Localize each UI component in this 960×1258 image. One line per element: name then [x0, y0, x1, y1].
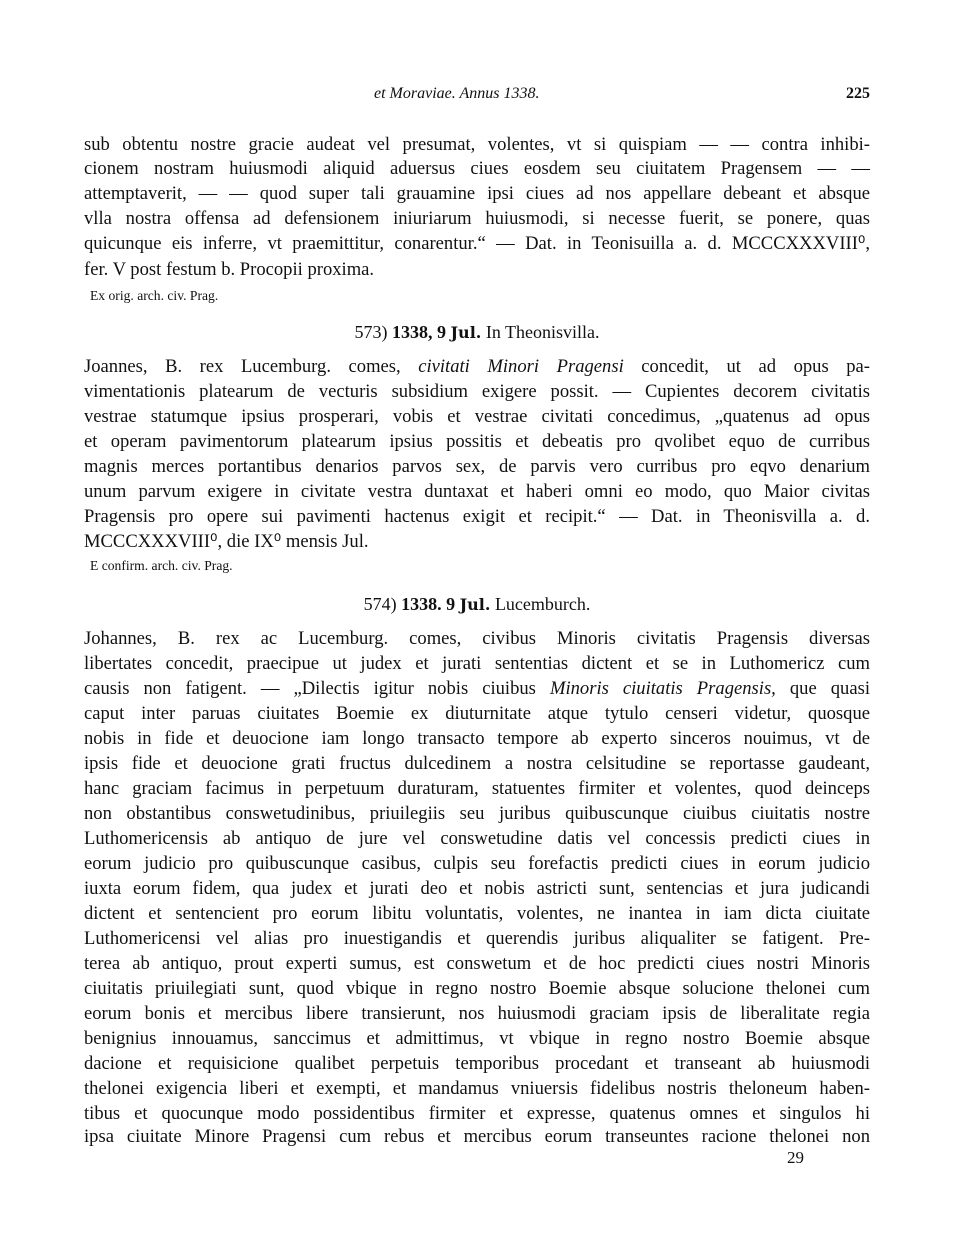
text-line: magnis merces portantibus denarios parvos sex, de parvis vero curribus pro eqvo denarium: [84, 456, 870, 477]
text-run: concedit, ut ad opus pa-: [641, 356, 870, 377]
text-line: ipsa ciuitate Minore Pragensi cum rebus et mercibus eorum transeuntes racione thelonei non: [84, 1126, 870, 1147]
text-line: terea ab antiquo, prout experti sumus, est conswetum et de hoc predicti ciues nostri Minoris: [84, 953, 870, 974]
page-number: 225: [846, 85, 870, 102]
entry-month: Jul.: [459, 595, 491, 614]
text-line: dacione et requisicione qualibet perpetuis temporibus procedant et transeant ab huiusmodi: [84, 1053, 870, 1074]
text-line: quicunque eis inferre, vt praemittitur, conarentur.“ — Dat. in Teonisuilla a. d. MCCCXXXVIII⁰,: [84, 233, 870, 254]
text-line: sub obtentu nostre gracie audeat vel presumat, volentes, vt si quispiam — — contra inhibi-: [84, 134, 870, 155]
text-line: caput inter paruas ciuitates Boemie ex diuturnitate atque tytulo censeri videtur, quosque: [84, 703, 870, 724]
text-line: fer. V post festum b. Procopii proxima.: [84, 259, 375, 280]
signature-mark: 29: [787, 1148, 804, 1167]
source-note: Ex orig. arch. civ. Prag.: [90, 288, 219, 303]
text-line: Johannes, B. rex ac Lucemburg. comes, civibus Minoris civitatis Pragensis diversas: [84, 628, 870, 649]
text-line: vlla nostra offensa ad defensionem iniuriarum huiusmodi, si necesse fuerit, se ponere, quas: [84, 208, 870, 229]
text-line: libertates concedit, praecipue ut judex et jurati sententias dictent et se in Luthomericz cum: [84, 653, 870, 674]
text-line: hanc graciam facimus in perpetuum duraturam, statuentes firmiter et volentes, quod deinceps: [84, 778, 870, 799]
text-line: tibus et quocunque modo possidentibus firmiter et expresse, quatenus omnes et singulos hi: [84, 1103, 870, 1124]
entry-574-heading: [84, 592, 870, 617]
text-line: unum parvum exigere in civitate vestra duntaxat et haberi omni eo modo, quo Maior civitas: [84, 481, 870, 502]
text-line: Luthomericensis ab antiquo de jure vel conswetudine datis vel concessis predicti ciues in: [84, 828, 870, 849]
text-line: eorum bonis et mercibus libere transierunt, nos huiusmodi graciam ipsis de liberalitate regia: [84, 1003, 870, 1024]
entry-place: In Theonisvilla.: [485, 322, 600, 342]
text-line: ciuitatis priuilegiati sunt, quod vbique in regno nostro Boemie absque solucione thelonei cum: [84, 978, 870, 999]
text-line: et operam pavimentorum platearum ipsius possitis et debeatis pro qvolibet equo de curribus: [84, 431, 870, 452]
page-header: [84, 85, 870, 109]
text-line: attemptaverit, — — quod super tali grauamine ipsi ciues ad nos appellare debeant et absque: [84, 183, 870, 204]
text-run: causis non fatigent. — „Dilectis igitur nobis ciuibus: [84, 678, 536, 699]
text-line: iuxta eorum fidem, qua judex et jurati deo et nobis astricti sunt, sentencias et jura judicandi: [84, 878, 870, 899]
text-line: vimentationis platearum de vecturis subsidium exigere possit. — Cupientes decorem civitatis: [84, 381, 870, 402]
text-line: cionem nostram huiusmodi aliquid aduersus ciues eosdem seu ciuitatem Pragensem — —: [84, 158, 870, 179]
text-line: [84, 677, 870, 703]
entry-date: 1338. 9: [401, 594, 456, 614]
entry-number: 574): [363, 594, 397, 614]
document-page: [84, 0, 870, 1258]
text-line: vestrae statumque ipsius prosperari, vobis et vestrae civitati concedimus, „quatenus ad opus: [84, 406, 870, 427]
text-line: nobis in fide et deuocione iam longo transacto tempore ab experto sinceros nouimus, vt de: [84, 728, 870, 749]
entry-number: 573): [354, 322, 388, 342]
text-run: Joannes, B. rex Lucemburg. comes,: [84, 356, 401, 377]
italic-run: civitati Minori Pragensi: [418, 356, 624, 377]
text-line: thelonei exigencia liberi et exempti, et mandamus vniuersis fidelibus nostris theloneum haben-: [84, 1078, 870, 1099]
text-line: MCCCXXXVIII⁰, die IX⁰ mensis Jul.: [84, 531, 369, 552]
entry-month: Jul.: [450, 323, 482, 342]
source-note: E confirm. arch. civ. Prag.: [90, 558, 233, 573]
entry-place: Lucemburch.: [494, 594, 591, 614]
text-run: que quasi: [789, 678, 870, 699]
entry-date: 1338, 9: [391, 322, 446, 342]
text-line: [84, 355, 870, 381]
text-line: ipsis fide et deuocione grati fructus dulcedinem a nostra celsitudine se reportasse gaudeant,: [84, 753, 870, 774]
text-line: non obstantibus conswetudinibus, priuilegiis seu juribus quibuscunque ciuibus ciuitatis nostre: [84, 803, 870, 824]
text-line: Luthomericensi vel alias pro inuestigandis et querendis juribus aliqualiter se fatigent. Pre-: [84, 928, 870, 949]
text-line: eorum judicio pro quibuscunque casibus, culpis seu forefactis predicti ciues in eorum judicio: [84, 853, 870, 874]
running-title: et Moraviae. Annus 1338.: [374, 85, 540, 102]
text-line: dictent et sentencient pro eorum libitu voluntatis, volentes, ne inantea in iam dicta ciuitate: [84, 903, 870, 924]
italic-run: Minoris ciuitatis Pragensis,: [549, 678, 776, 699]
entry-573-heading: [84, 320, 870, 345]
text-line: benignius innouamus, sanccimus et admittimus, vt vbique in regno nostro Boemie absque: [84, 1028, 870, 1049]
text-line: Pragensis pro opere sui pavimenti hactenus exigit et recipit.“ — Dat. in Theonisvilla a. d.: [84, 506, 870, 527]
